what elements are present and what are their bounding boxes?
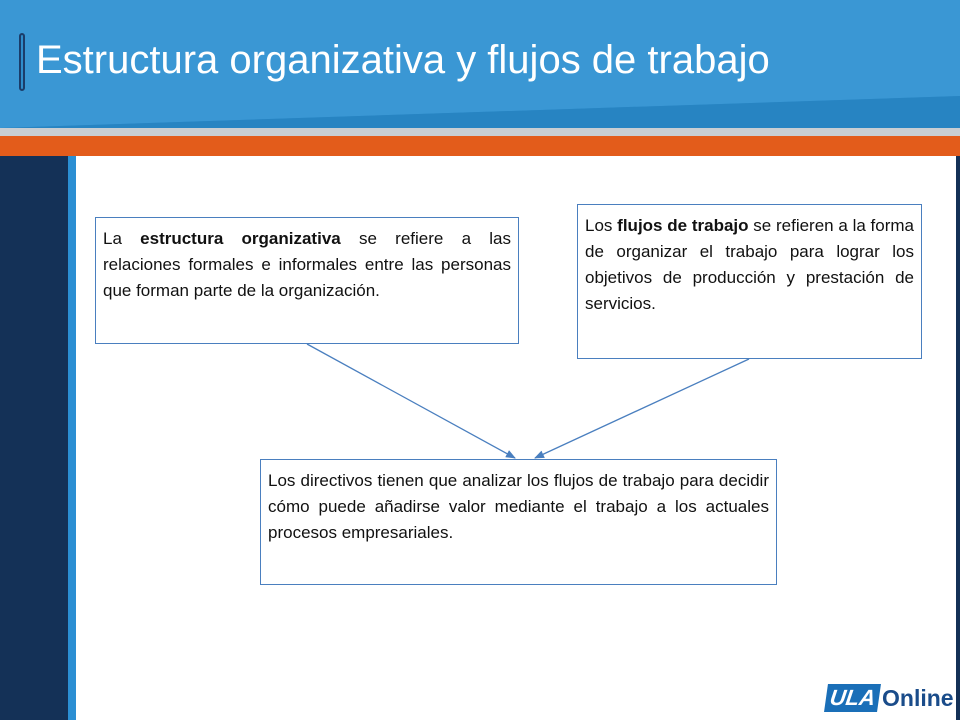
box-right-term: flujos de trabajo <box>617 216 749 235</box>
box-left-term: estructura organizativa <box>140 229 341 248</box>
slide-header <box>0 0 960 128</box>
definition-box-flujos <box>577 204 922 359</box>
box-left-pre: La <box>103 229 141 248</box>
gray-divider-strip <box>0 128 960 136</box>
orange-divider-strip <box>0 136 960 156</box>
title-accent-bar <box>19 33 25 91</box>
slide-title: Estructura organizativa y flujos de trabajo <box>36 38 770 82</box>
logo-ula-text: ULA <box>824 684 881 712</box>
conclusion-box-directivos <box>260 459 777 585</box>
box-right-pre: Los <box>585 216 618 235</box>
right-navy-edge <box>956 156 960 720</box>
logo-online-text: Online <box>882 685 954 711</box>
left-navy-sidebar <box>0 156 68 720</box>
box-left-post: se refiere a las relaciones formales e informales entre las personas que forman parte de la organización. <box>103 229 511 300</box>
left-blue-stripe <box>68 156 76 720</box>
ula-online-logo <box>822 680 956 716</box>
box-right-post: se refieren a la forma de organizar el trabajo para lograr los objetivos de producción y prestación de servicios. <box>585 216 915 313</box>
definition-box-estructura <box>95 217 519 344</box>
arrow-left-to-bottom <box>307 344 515 458</box>
box-bottom-text: Los directivos tienen que analizar los flujos de trabajo para decidir cómo puede añadirse valor mediante el trabajo a los actuales procesos empresariales. <box>268 471 769 542</box>
arrow-right-to-bottom <box>535 359 749 458</box>
